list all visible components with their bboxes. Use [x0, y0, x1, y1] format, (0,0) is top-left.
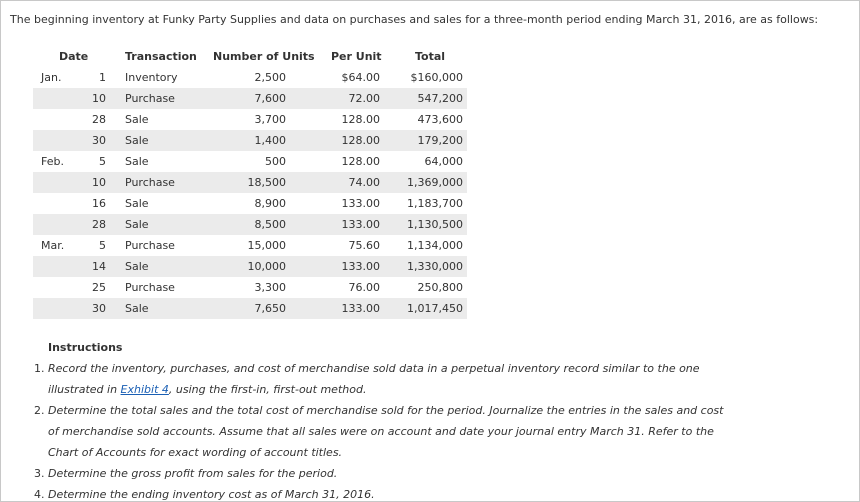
instruction-number: 1. [34, 362, 45, 375]
cell-month: Feb. [41, 155, 64, 168]
cell-per-unit: $64.00 [341, 71, 380, 84]
cell-total: 1,017,450 [407, 302, 463, 315]
cell-transaction: Sale [125, 218, 149, 231]
table-row [33, 256, 467, 277]
cell-per-unit: 76.00 [348, 281, 380, 294]
instruction-text: Determine the gross profit from sales for the period. [48, 467, 338, 480]
intro-text: The beginning inventory at Funky Party Supplies and data on purchases and sales for a three-month period ending March 31, 2016, are as follows: [10, 13, 819, 26]
cell-per-unit: 74.00 [348, 176, 380, 189]
instruction-number: 2. [34, 404, 45, 417]
cell-per-unit: 72.00 [348, 92, 380, 105]
instructions-title: Instructions [48, 341, 123, 354]
table-row [33, 151, 467, 172]
table-row [33, 193, 467, 214]
cell-transaction: Sale [125, 134, 149, 147]
cell-units: 8,900 [254, 197, 286, 210]
cell-per-unit: 75.60 [348, 239, 380, 252]
cell-per-unit: 133.00 [341, 302, 380, 315]
cell-day: 30 [92, 302, 106, 315]
cell-total: 64,000 [424, 155, 463, 168]
cell-per-unit: 128.00 [341, 134, 380, 147]
cell-per-unit: 128.00 [341, 113, 380, 126]
table-row [33, 172, 467, 193]
cell-per-unit: 133.00 [341, 197, 380, 210]
header-per-unit: Per Unit [331, 50, 382, 63]
cell-day: 1 [99, 71, 106, 84]
instruction-number: 3. [34, 467, 45, 480]
instruction-text: , using the first-in, first-out method. [168, 383, 367, 396]
table-row [33, 67, 467, 88]
instruction-text: of merchandise sold accounts. Assume that all sales were on account and date your journal entry March 31. Refer to the [48, 425, 714, 438]
header-date: Date [59, 50, 89, 63]
cell-month: Mar. [41, 239, 65, 252]
table-row [33, 130, 467, 151]
table-row [33, 298, 467, 319]
cell-units: 7,600 [254, 92, 286, 105]
cell-transaction: Purchase [125, 176, 175, 189]
instruction-text: Determine the ending inventory cost as of March 31, 2016. [48, 488, 375, 501]
cell-units: 15,000 [247, 239, 286, 252]
cell-total: 547,200 [417, 92, 463, 105]
instruction-text: Determine the total sales and the total cost of merchandise sold for the period. Journalize the entries in the sales and cost [48, 404, 724, 417]
cell-total: 1,330,000 [407, 260, 463, 273]
cell-total: 1,369,000 [407, 176, 463, 189]
cell-transaction: Sale [125, 197, 149, 210]
cell-units: 1,400 [254, 134, 286, 147]
cell-total: $160,000 [410, 71, 463, 84]
cell-units: 3,300 [254, 281, 286, 294]
header-units: Number of Units [213, 50, 315, 63]
cell-day: 10 [92, 92, 106, 105]
cell-units: 3,700 [254, 113, 286, 126]
exhibit-4-link[interactable]: Exhibit 4 [120, 383, 169, 396]
cell-transaction: Purchase [125, 92, 175, 105]
cell-total: 250,800 [417, 281, 463, 294]
cell-units: 18,500 [247, 176, 286, 189]
cell-total: 179,200 [417, 134, 463, 147]
cell-per-unit: 133.00 [341, 260, 380, 273]
cell-units: 500 [265, 155, 286, 168]
cell-units: 8,500 [254, 218, 286, 231]
table-row [33, 109, 467, 130]
header-transaction: Transaction [125, 50, 197, 63]
cell-day: 5 [99, 155, 106, 168]
instruction-number: 4. [34, 488, 45, 501]
cell-transaction: Sale [125, 260, 149, 273]
cell-day: 14 [92, 260, 106, 273]
table-row [33, 235, 467, 256]
cell-day: 28 [92, 218, 106, 231]
cell-transaction: Inventory [125, 71, 178, 84]
cell-day: 10 [92, 176, 106, 189]
cell-units: 7,650 [254, 302, 286, 315]
cell-transaction: Sale [125, 113, 149, 126]
instruction-text: Record the inventory, purchases, and cost of merchandise sold data in a perpetual inventory record similar to the one [48, 362, 700, 375]
table-row [33, 214, 467, 235]
cell-transaction: Purchase [125, 281, 175, 294]
cell-total: 1,183,700 [407, 197, 463, 210]
cell-units: 10,000 [247, 260, 286, 273]
cell-month: Jan. [41, 71, 62, 84]
cell-transaction: Sale [125, 302, 149, 315]
table-row [33, 277, 467, 298]
cell-per-unit: 133.00 [341, 218, 380, 231]
instruction-item-1-continuation [48, 383, 366, 396]
cell-transaction: Sale [125, 155, 149, 168]
cell-day: 30 [92, 134, 106, 147]
cell-day: 25 [92, 281, 106, 294]
cell-day: 5 [99, 239, 106, 252]
cell-per-unit: 128.00 [341, 155, 380, 168]
instruction-text: illustrated in [48, 383, 118, 396]
instruction-text: Chart of Accounts for exact wording of account titles. [48, 446, 343, 459]
cell-day: 28 [92, 113, 106, 126]
cell-day: 16 [92, 197, 106, 210]
cell-total: 473,600 [417, 113, 463, 126]
table-row [33, 88, 467, 109]
cell-transaction: Purchase [125, 239, 175, 252]
cell-units: 2,500 [254, 71, 286, 84]
header-total: Total [415, 50, 446, 63]
cell-total: 1,134,000 [407, 239, 463, 252]
cell-total: 1,130,500 [407, 218, 463, 231]
